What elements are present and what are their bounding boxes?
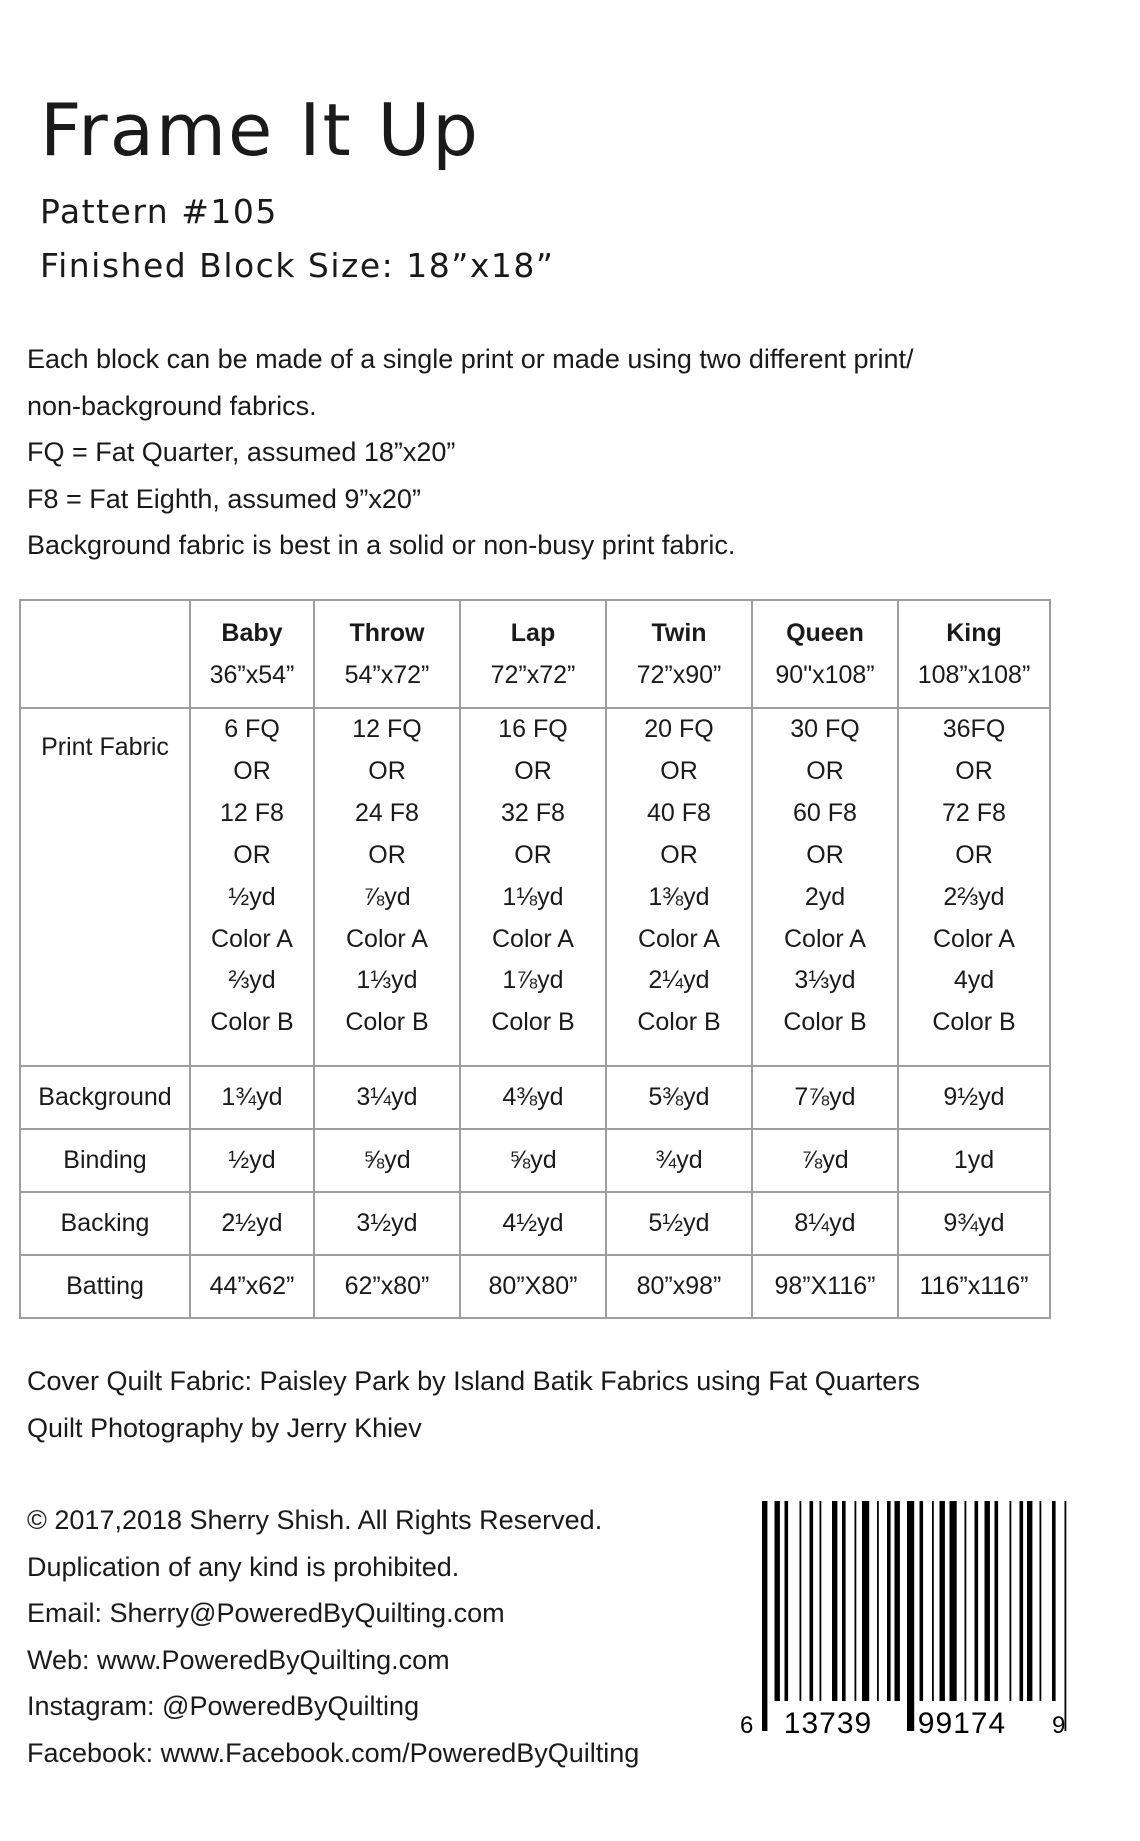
row-label-batting: Batting [20, 1255, 190, 1318]
cell-line: 36FQ [942, 715, 1006, 743]
cell-line: OR [660, 840, 698, 869]
cell-line: 1⅛yd [502, 882, 564, 911]
binding-row [20, 1129, 1050, 1192]
cell-line: OR [806, 840, 844, 869]
facebook-line: Facebook: www.Facebook.com/PoweredByQuilting [27, 1737, 640, 1768]
web-line: Web: www.PoweredByQuilting.com [27, 1644, 450, 1675]
barcode-bar [1040, 1501, 1042, 1701]
barcode-bar [1010, 1501, 1012, 1701]
barcode-bar [950, 1501, 957, 1701]
size-header-twin [606, 600, 752, 708]
cell-line: 24 F8 [355, 798, 419, 827]
instagram-line: Instagram: @PoweredByQuilting [27, 1691, 420, 1721]
size-dimensions: 108”x108” [917, 661, 1031, 689]
barcode-bar [1065, 1501, 1067, 1731]
barcode-bar [820, 1501, 822, 1701]
barcode-bar [907, 1501, 914, 1731]
cell-line: Color B [491, 1008, 575, 1037]
table-cell: 9¾yd [898, 1192, 1050, 1255]
barcode-bar [932, 1501, 934, 1701]
size-name: Queen [786, 619, 864, 647]
cell-line: ⅞yd [363, 882, 411, 911]
table-cell: 3¼yd [314, 1066, 460, 1129]
barcode-bar [800, 1501, 802, 1701]
fabric-requirements-table [19, 599, 1051, 1319]
cell-line: OR [368, 840, 406, 869]
size-dimensions: 72”x90” [636, 661, 722, 689]
barcode-bar [1020, 1501, 1024, 1701]
table-cell: ⅝yd [460, 1129, 606, 1192]
table-corner-cell [20, 600, 190, 708]
barcode-bar [842, 1501, 846, 1701]
intro-line: F8 = Fat Eighth, assumed 9”x20” [27, 483, 421, 514]
barcode-bar [965, 1501, 967, 1701]
barcode-bar [762, 1501, 767, 1731]
intro-line: FQ = Fat Quarter, assumed 18”x20” [27, 437, 456, 467]
backing-row [20, 1192, 1050, 1255]
table-cell: ⅝yd [314, 1129, 460, 1192]
pattern-number: Pattern #105 [40, 192, 278, 231]
cell-line: 12 FQ [352, 715, 422, 743]
cell-line: OR [368, 756, 406, 785]
table-cell: 62”x80” [314, 1255, 460, 1318]
print-fabric-cell-twin [606, 708, 752, 1066]
cell-line: Color A [638, 924, 720, 953]
intro-text [27, 336, 1107, 569]
size-name: King [946, 619, 1002, 647]
barcode-bar [785, 1501, 789, 1701]
cell-line: ½yd [228, 882, 276, 911]
intro-line: Background fabric is best in a solid or non-busy print fabric. [27, 530, 736, 560]
table-cell: 80”x98” [606, 1255, 752, 1318]
email-line: Email: Sherry@PoweredByQuilting.com [27, 1598, 505, 1628]
row-label-background: Background [20, 1066, 190, 1129]
intro-line: Each block can be made of a single print or made using two different print/ [27, 344, 914, 374]
row-label-binding: Binding [20, 1129, 190, 1192]
row-label-print-fabric: Print Fabric [20, 708, 190, 1066]
table-cell: 7⅞yd [752, 1066, 898, 1129]
size-name: Baby [221, 619, 283, 647]
table-cell: 80”X80” [460, 1255, 606, 1318]
print-fabric-cell-lap [460, 708, 606, 1066]
table-cell: 1yd [898, 1129, 1050, 1192]
size-name: Lap [510, 619, 556, 647]
size-dimensions: 54”x72” [344, 661, 430, 689]
print-fabric-row [20, 708, 1050, 1066]
table-cell: 4½yd [460, 1192, 606, 1255]
barcode-bar [975, 1501, 979, 1701]
cell-line: Color A [784, 924, 866, 953]
cell-line: OR [514, 756, 552, 785]
cell-line: 1⅞yd [502, 966, 564, 995]
table-cell: ¾yd [606, 1129, 752, 1192]
barcode-lead-digit: 6 [740, 1712, 754, 1739]
size-dimensions: 90"x108” [775, 661, 875, 689]
size-dimensions: 72”x72” [490, 661, 576, 689]
size-header-queen [752, 600, 898, 708]
cell-line: OR [806, 756, 844, 785]
cell-line: Color B [210, 1008, 294, 1037]
cell-line: Color A [492, 924, 574, 953]
barcode-bar [862, 1501, 869, 1701]
size-header-lap [460, 600, 606, 708]
table-cell: 1¾yd [190, 1066, 314, 1129]
print-fabric-cell-throw [314, 708, 460, 1066]
size-header-baby [190, 600, 314, 708]
print-fabric-cell-queen [752, 708, 898, 1066]
cell-line: OR [955, 840, 993, 869]
cell-line: Color A [211, 924, 293, 953]
cell-line: 6 FQ [224, 715, 280, 743]
cell-line: OR [233, 756, 271, 785]
cell-line: Color A [933, 924, 1015, 953]
cell-line: 2¼yd [648, 966, 710, 995]
barcode-bar [810, 1501, 814, 1701]
barcode-bar [775, 1501, 780, 1701]
table-cell: 5⅜yd [606, 1066, 752, 1129]
batting-row [20, 1255, 1050, 1318]
cell-line: 1⅓yd [356, 966, 418, 995]
copyright-line: © 2017,2018 Sherry Shish. All Rights Reserved. [27, 1505, 603, 1535]
barcode-bar [855, 1501, 857, 1701]
table-cell: ½yd [190, 1129, 314, 1192]
row-label-backing: Backing [20, 1192, 190, 1255]
credit-line: Quilt Photography by Jerry Khiev [27, 1412, 422, 1443]
cell-line: Color B [932, 1008, 1016, 1037]
cell-line: Color A [346, 924, 428, 953]
cell-line: OR [660, 756, 698, 785]
table-cell: 9½yd [898, 1066, 1050, 1129]
cell-line: 16 FQ [498, 715, 568, 743]
pattern-title: Frame It Up [40, 88, 480, 172]
block-size: Finished Block Size: 18”x18” [40, 246, 555, 285]
barcode-bar [1027, 1501, 1032, 1701]
barcode-bar [895, 1501, 900, 1701]
cell-line: 2yd [804, 882, 846, 911]
barcode-bar [877, 1501, 879, 1701]
cell-line: 2⅔yd [943, 882, 1005, 911]
cell-line: 4yd [953, 966, 995, 995]
cell-line: 72 F8 [942, 798, 1006, 827]
cell-line: 3⅓yd [794, 966, 856, 995]
barcode-bar [985, 1501, 990, 1701]
cell-line: 40 F8 [647, 798, 711, 827]
barcode-bar [832, 1501, 837, 1701]
cell-line: 1⅜yd [648, 882, 710, 911]
cell-line: 12 F8 [220, 798, 284, 827]
cell-line: OR [955, 756, 993, 785]
table-cell: 2½yd [190, 1192, 314, 1255]
duplication-notice: Duplication of any kind is prohibited. [27, 1551, 460, 1582]
size-header-king [898, 600, 1050, 708]
barcode-bar [1052, 1501, 1056, 1701]
cell-line: Color B [345, 1008, 429, 1037]
table-cell: 4⅜yd [460, 1066, 606, 1129]
barcode-bar [995, 1501, 999, 1701]
barcode-check-digit: 9 [1052, 1712, 1066, 1739]
table-cell: 8¼yd [752, 1192, 898, 1255]
table-cell: 116”x116” [898, 1255, 1050, 1318]
intro-line: non-background fabrics. [27, 390, 317, 421]
cell-line: 60 F8 [793, 798, 857, 827]
cell-line: 32 F8 [501, 798, 565, 827]
cell-line: 30 FQ [790, 715, 860, 743]
credits [27, 1358, 920, 1451]
barcode-bar [887, 1501, 891, 1701]
cell-line: OR [514, 840, 552, 869]
barcode-bar [920, 1501, 924, 1701]
table-cell: 5½yd [606, 1192, 752, 1255]
barcode [730, 1497, 1070, 1747]
table-cell: 44”x62” [190, 1255, 314, 1318]
table-cell: 98”X116” [752, 1255, 898, 1318]
barcode-left-group: 13739 [783, 1707, 873, 1740]
credit-line: Cover Quilt Fabric: Paisley Park by Island Batik Fabrics using Fat Quarters [27, 1366, 920, 1396]
print-fabric-cell-king [898, 708, 1050, 1066]
size-name: Throw [349, 619, 425, 647]
size-header-throw [314, 600, 460, 708]
size-name: Twin [651, 619, 707, 647]
table-cell: 3½yd [314, 1192, 460, 1255]
print-fabric-cell-baby [190, 708, 314, 1066]
cell-line: Color B [783, 1008, 867, 1037]
contact-info [27, 1497, 639, 1776]
barcode-bar [940, 1501, 945, 1701]
size-dimensions: 36”x54” [209, 661, 295, 689]
table-header-row [20, 600, 1050, 708]
table-cell: ⅞yd [752, 1129, 898, 1192]
background-row [20, 1066, 1050, 1129]
cell-line: 20 FQ [644, 715, 714, 743]
cell-line: Color B [637, 1008, 721, 1037]
cell-line: ⅔yd [228, 966, 276, 995]
barcode-right-group: 99174 [917, 1707, 1007, 1740]
barcode-bars [762, 1501, 1066, 1731]
cell-line: OR [233, 840, 271, 869]
